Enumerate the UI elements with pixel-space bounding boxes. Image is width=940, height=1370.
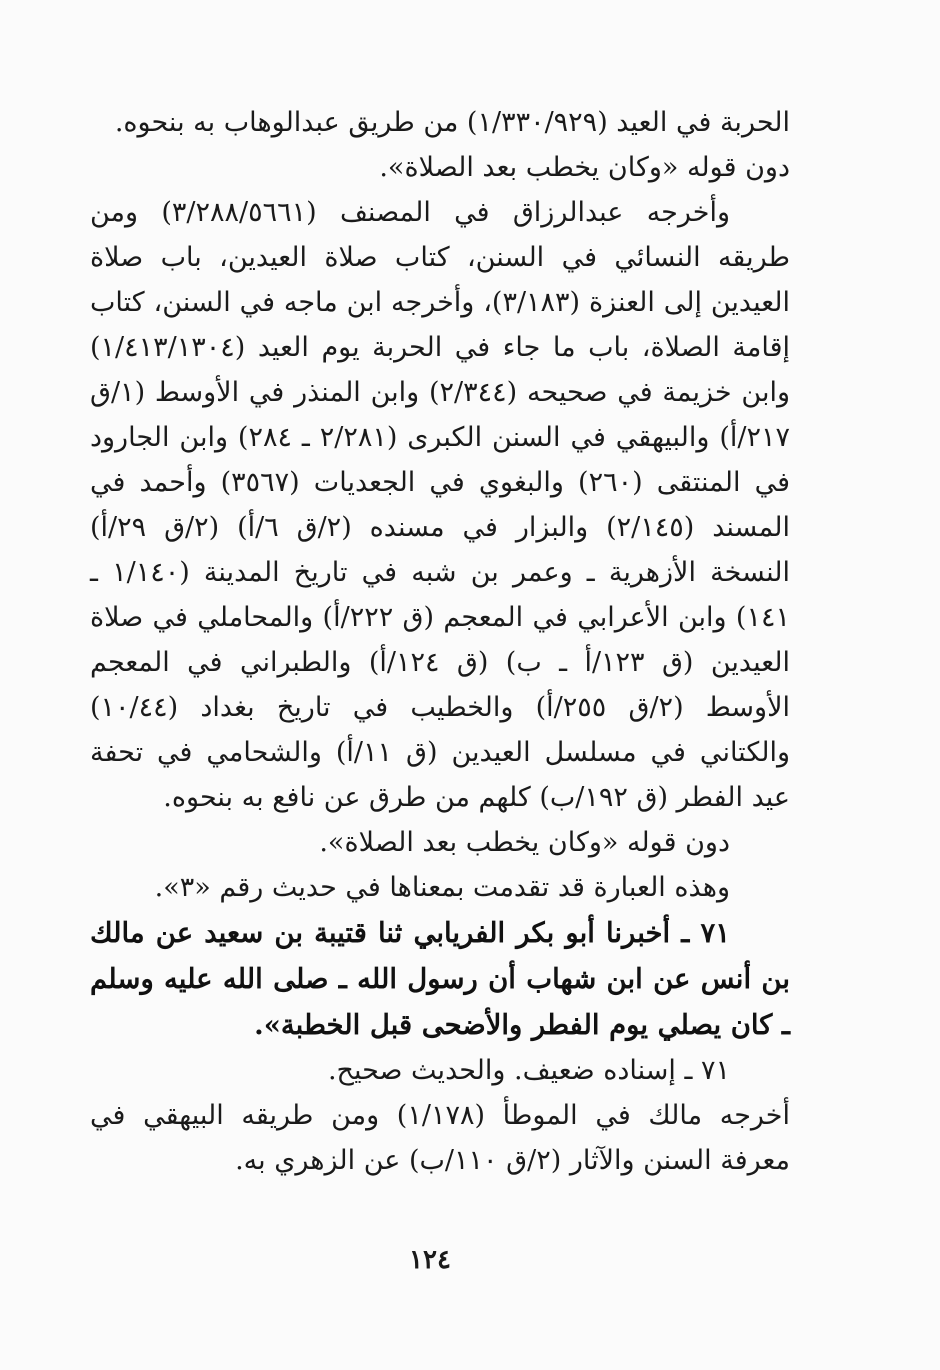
- page-body-text: [90, 100, 790, 1183]
- paragraph-8: أخرجه مالك في الموطأ (١/١٧٨) ومن طريقه البيهقي في معرفة السنن والآثار (٢/ق ١١٠/ب) عن الزهري به.: [90, 1100, 790, 1176]
- paragraph-4: دون قوله «وكان يخطب بعد الصلاة».: [319, 827, 730, 858]
- page-number: ١٢٤: [409, 1245, 451, 1275]
- paragraph-3: وأخرجه عبدالرزاق في المصنف (٣/٢٨٨/٥٦٦١) ومن طريقه النسائي في السنن، كتاب صلاة العيدين، باب صلاة العيدين إلى العنزة (٣/١٨٣)، وأخرجه ابن ماجه في السنن، كتاب إقامة الصلاة، باب ما جاء في الحربة يوم العيد (١/٤١٣/١٣٠٤) وابن خزيمة في صحيحه (٢/٣٤٤) وابن المنذر في الأوسط (١/ق ٢١٧/أ) والبيهقي في السنن الكبرى (٢/٢٨١ ـ ٢٨٤) وابن الجارود في المنتقى (٢٦٠) والبغوي في الجعديات (٣٥٦٧) وأحمد في المسند (٢/١٤٥) والبزار في مسنده (٢/ق ٦/أ) (٢/ق ٢٩/أ) النسخة الأزهرية ـ وعمر بن شبه في تاريخ المدينة (١/١٤٠ ـ ١٤١) وابن الأعرابي في المعجم (ق ٢٢٢/أ) والمحاملي في صلاة العيدين (ق ١٢٣/أ ـ ب) (ق ١٢٤/أ) والطبراني في المعجم الأوسط (٢/ق ٢٥٥/أ) والخطيب في تاريخ بغداد (١٠/٤٤) والكتاني في مسلسل العيدين (ق ١١/أ) والشحامي في تحفة عيد الفطر (ق ١٩٢/ب) كلهم من طرق عن نافع به بنحوه.: [90, 197, 791, 813]
- paragraph-5: وهذه العبارة قد تقدمت بمعناها في حديث رقم «٣».: [154, 872, 730, 903]
- hadith-71-grading: ٧١ ـ إسناده ضعيف. والحديث صحيح.: [327, 1055, 730, 1086]
- hadith-71-text: ٧١ ـ أخبرنا أبو بكر الفريابي ثنا قتيبة بن سعيد عن مالك بن أنس عن ابن شهاب أن رسول الله ـ صلى الله عليه وسلم ـ كان يصلي يوم الفطر والأضحى قبل الخطبة».: [90, 917, 790, 1041]
- paragraph-2: دون قوله «وكان يخطب بعد الصلاة».: [379, 152, 790, 183]
- paragraph-1: الحربة في العيد (١/٣٣٠/٩٢٩) من طريق عبدالوهاب به بنحوه.: [114, 107, 790, 138]
